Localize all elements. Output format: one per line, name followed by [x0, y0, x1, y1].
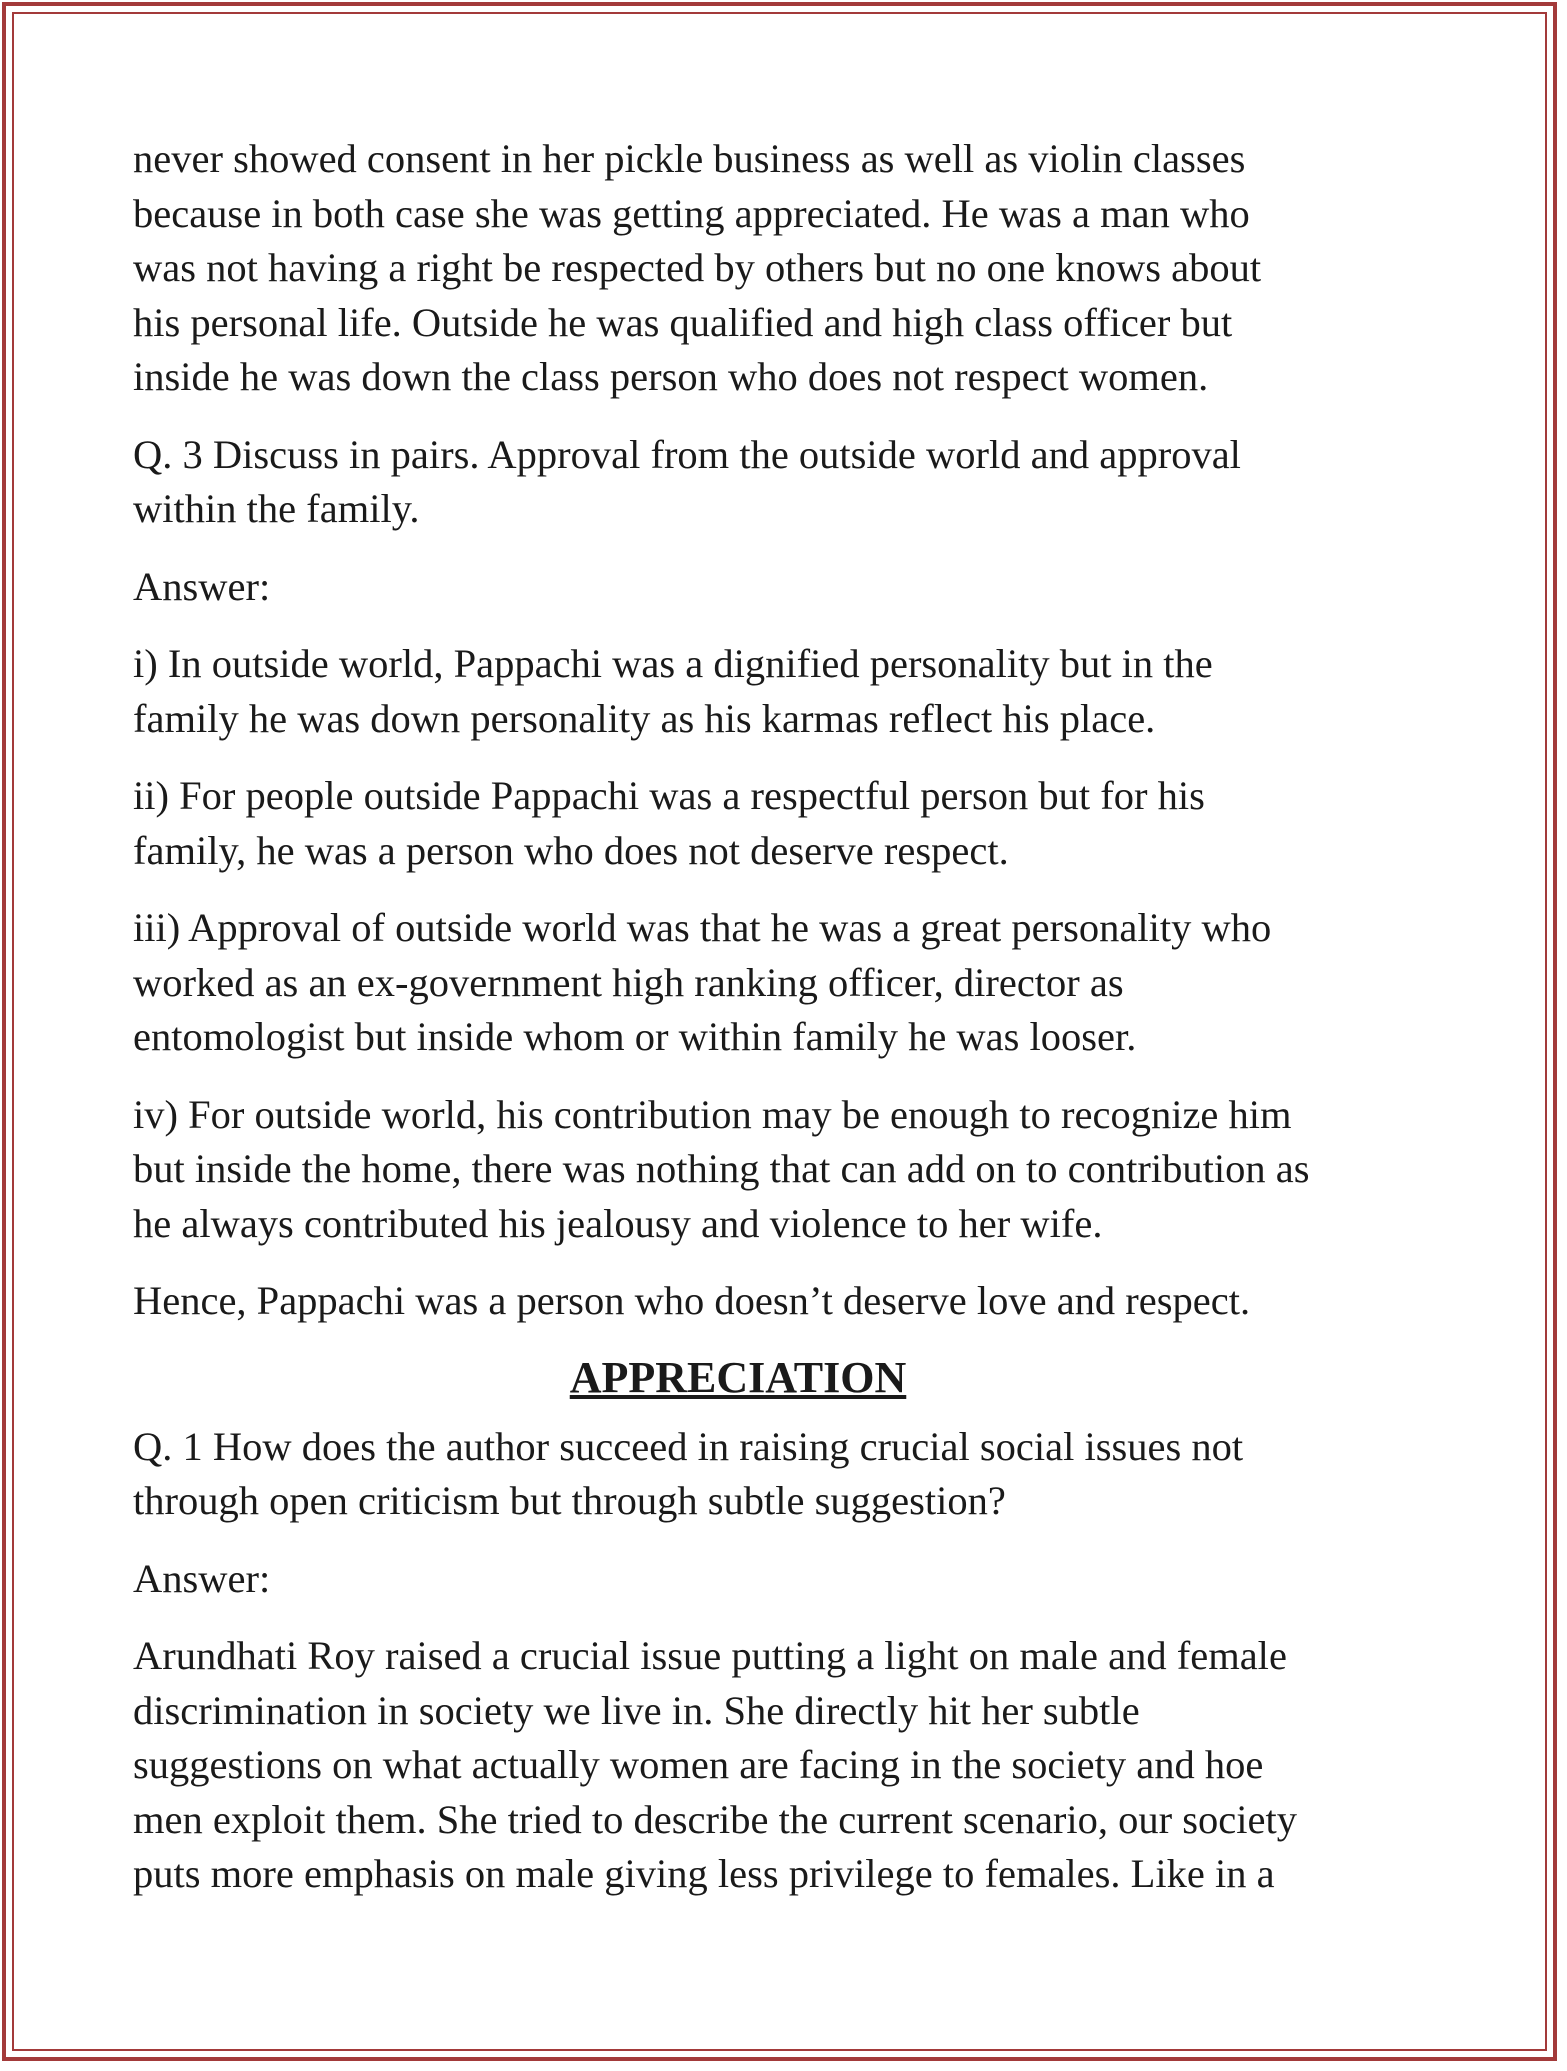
question-3: Q. 3 Discuss in pairs. Approval from the outside world and approval within the family. — [133, 431, 1241, 531]
paragraph-continuation: never showed consent in her pickle business as well as violin classes because in both case she was getting appreciated. He was a man who was not having a right be respected by others but no one knows about his personal life. Outside he was qualified and high class officer but inside he was down the class person who does not respect women. — [133, 136, 1262, 399]
section-heading: APPRECIATION — [569, 1352, 907, 1402]
answer-point-iii: iii) Approval of outside world was that he was a great personality who worked as an ex-government high ranking officer, director as entomologist but inside whom or within family he was looser. — [133, 905, 1272, 1059]
answer-point-ii: ii) For people outside Pappachi was a respectful person but for his family, he was a person who does not deserve respect. — [133, 773, 1205, 873]
question-1: Q. 1 How does the author succeed in raising crucial social issues not through open criticism but through subtle suggestion? — [133, 1423, 1244, 1523]
answer-paragraph: Arundhati Roy raised a crucial issue putting a light on male and female discrimination in society we live in. She directly hit her subtle suggestions on what actually women are facing in the society and hoe men exploit them. She tried to describe the current scenario, our society puts more emphasis on male giving less privilege to females. Like in a — [133, 1633, 1297, 1896]
answer-conclusion: Hence, Pappachi was a person who doesn’t deserve love and respect. — [133, 1278, 1251, 1323]
answer-point-iv: iv) For outside world, his contribution may be enough to recognize him but inside the home, there was nothing that can add on to contribution as he always contributed his jealousy and violence to her wife. — [133, 1091, 1310, 1246]
answer-label: Answer: — [133, 1555, 271, 1601]
answer-label: Answer: — [133, 563, 271, 609]
document-body — [133, 132, 1433, 1925]
answer-point-i: i) In outside world, Pappachi was a dignified personality but in the family he was down personality as his karmas reflect his place. — [133, 641, 1213, 741]
